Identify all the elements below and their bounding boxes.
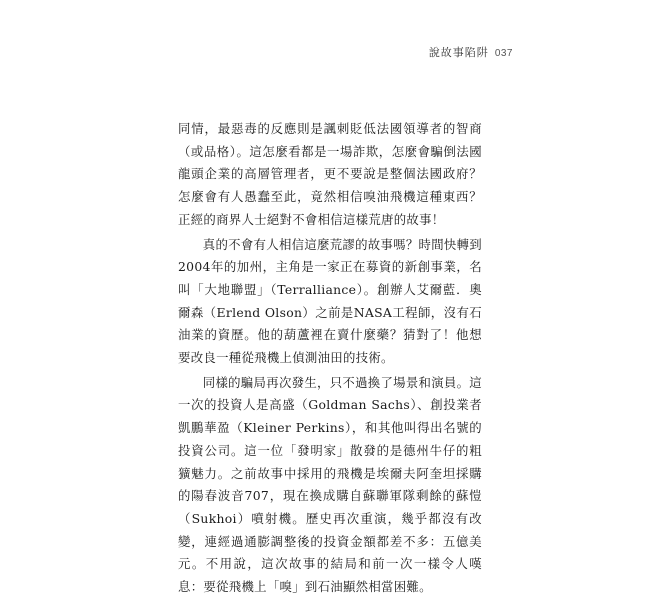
paragraph-2: 真的不會有人相信這麼荒謬的故事嗎？時間快轉到2004年的加州，主角是一家正在募資的新創事業，名叫「大地聯盟」（Terralliance）。創辦人艾爾藍．奧爾森（Erlend Olson）之前是NASA工程師，沒有石油業的資歷。他的葫蘆裡在賣什麼藥？猜對了！他想要改良一種從飛機上偵測油田的技術。 — [178, 236, 482, 366]
page-number: 037 — [494, 48, 513, 59]
chapter-title: 說故事陷阱 — [428, 46, 489, 59]
paragraph-1: 同情，最惡毒的反應則是諷刺貶低法國領導者的智商（或品格）。這怎麼看都是一場詐欺，怎麼會騙倒法國龍頭企業的高層管理者，更不要說是整個法國政府？怎麼會有人愚蠢至此，竟然相信嗅油飛機這種東西？正經的商界人士絕對不會相信這樣荒唐的故事！ — [178, 121, 482, 227]
running-header — [429, 44, 513, 60]
paragraph-3: 同樣的騙局再次發生，只不過換了場景和演員。這一次的投資人是高盛（Goldman Sachs）、創投業者凱鵬華盈（Kleiner Perkins），和其他叫得出名號的投資公司。這一位「發明家」散發的是德州牛仔的粗獷魅力。之前故事中採用的飛機是埃爾夫阿奎坦採購的陽春波音707，現在換成購自蘇聯軍隊剩餘的蘇愷（Sukhoi）噴射機。歷史再次重演，幾乎都沒有改變，連經過通膨調整後的投資金額都差不多：五億美元。不用說，這次故事的結局和前一次一樣令人嘆息：要從飛機上「嗅」到石油顯然相當困難。 — [178, 374, 482, 595]
body-text — [178, 118, 482, 601]
